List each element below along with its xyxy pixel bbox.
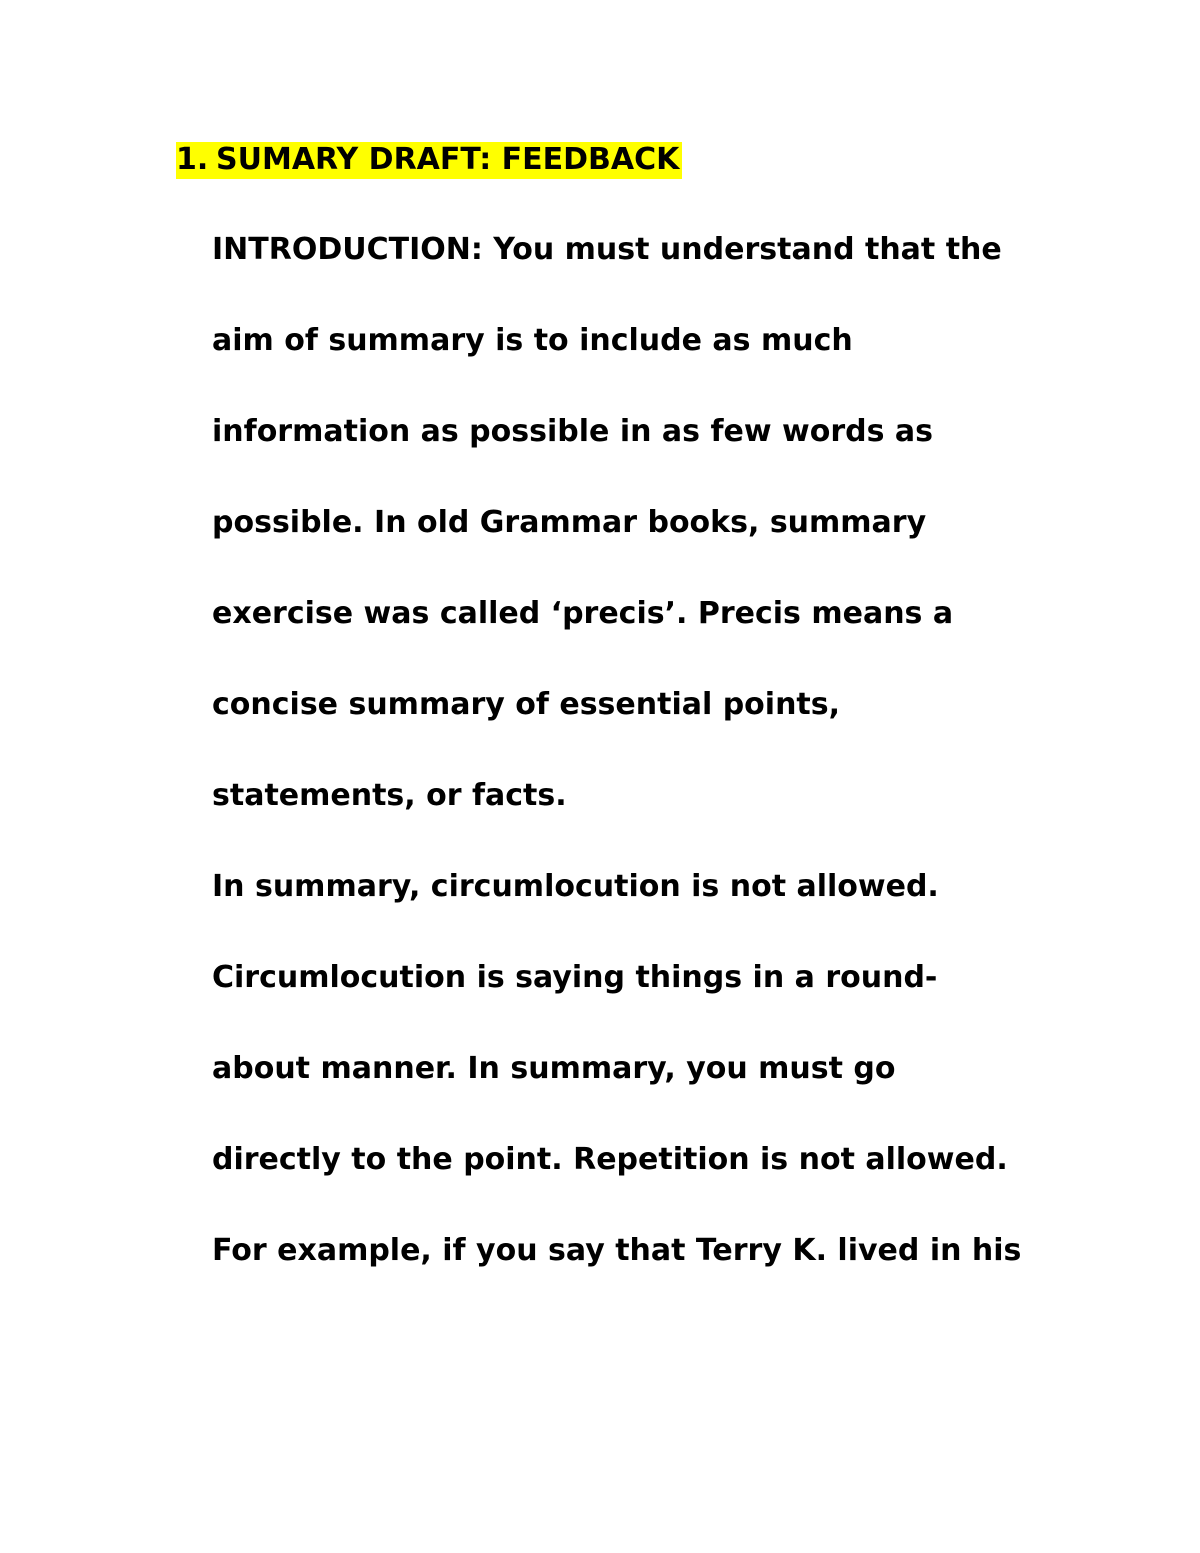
heading-text: SUMARY DRAFT: FEEDBACK: [216, 142, 680, 177]
heading-highlight: [176, 142, 682, 179]
text-line: information as possible in as few words as: [212, 414, 933, 449]
section-heading: [176, 140, 682, 180]
text-line: about manner. In summary, you must go: [212, 1051, 896, 1086]
body-text: [212, 230, 1021, 1322]
text-line: For example, if you say that Terry K. lived in his: [212, 1233, 1022, 1268]
text-line: Circumlocution is saying things in a round-: [212, 960, 938, 995]
text-line: directly to the point. Repetition is not allowed.: [212, 1142, 1008, 1177]
text-line: aim of summary is to include as much: [212, 323, 853, 358]
text-line: INTRODUCTION: You must understand that the: [212, 232, 1002, 267]
text-line: concise summary of essential points,: [212, 687, 841, 722]
text-line: statements, or facts.: [212, 778, 567, 813]
text-line: In summary, circumlocution is not allowed.: [212, 869, 939, 904]
text-line: exercise was called ‘precis’. Precis means a: [212, 596, 954, 631]
heading-number: 1.: [176, 142, 209, 177]
text-line: possible. In old Grammar books, summary: [212, 505, 927, 540]
